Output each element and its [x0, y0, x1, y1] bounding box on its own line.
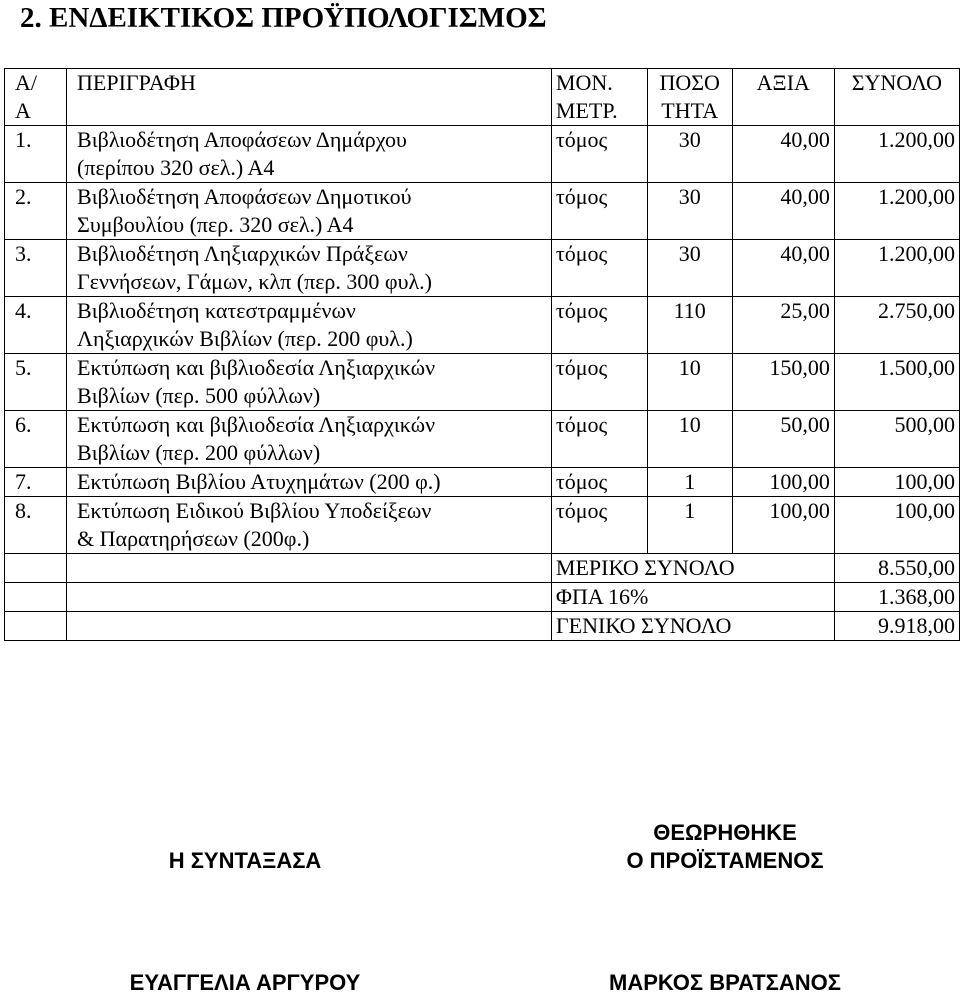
header-quantity-line2: ΤΗΤΑ [661, 98, 719, 123]
row-description [67, 240, 552, 297]
row-description-line: Εκτύπωση Βιβλίου Ατυχημάτων (200 φ.) [77, 469, 441, 494]
row-quantity: 10 [647, 411, 732, 468]
row-description-line: Βιβλίων (περ. 500 φύλλων) [77, 383, 321, 408]
row-value: 100,00 [732, 468, 834, 497]
header-unit [551, 69, 647, 126]
author-role: Η ΣΥΝΤΑΞΑΣΑ [168, 848, 322, 873]
row-description-line: Βιβλίων (περ. 200 φύλλων) [77, 440, 321, 465]
row-description [67, 497, 552, 554]
row-unit: τόμος [551, 497, 647, 554]
header-total: ΣΥΝΟΛΟ [834, 69, 959, 126]
row-description [67, 297, 552, 354]
row-description-line: Συμβουλίου (περ. 320 σελ.) Α4 [77, 212, 354, 237]
summary-label: ΦΠΑ 16% [551, 583, 834, 612]
row-description-line: Βιβλιοδέτηση Αποφάσεων Δημοτικού [77, 184, 412, 209]
summary-value: 8.550,00 [834, 554, 959, 583]
table-row [5, 354, 960, 411]
summary-value: 9.918,00 [834, 612, 959, 641]
summary-empty-cell [67, 612, 552, 641]
summary-row [5, 612, 960, 641]
row-description-line: Βιβλιοδέτηση Αποφάσεων Δημάρχου [77, 127, 407, 152]
row-description-line: Γεννήσεων, Γάμων, κλπ (περ. 300 φυλ.) [77, 269, 432, 294]
row-unit: τόμος [551, 126, 647, 183]
budget-table [4, 68, 960, 641]
row-quantity: 1 [647, 497, 732, 554]
row-value: 150,00 [732, 354, 834, 411]
row-quantity: 1 [647, 468, 732, 497]
summary-empty-cell [5, 554, 67, 583]
row-description-line: Ληξιαρχικών Βιβλίων (περ. 200 φυλ.) [77, 326, 413, 351]
supervisor-name: ΜΑΡΚΟΣ ΒΡΑΤΣΑΝΟΣ [609, 970, 841, 995]
row-number: 2. [5, 183, 67, 240]
row-quantity: 30 [647, 183, 732, 240]
header-description: ΠΕΡΙΓΡΑΦΗ [67, 69, 552, 126]
header-quantity-line1: ΠΟΣΟ [659, 70, 720, 95]
row-quantity: 10 [647, 354, 732, 411]
summary-empty-cell [5, 612, 67, 641]
author-name: ΕΥΑΓΓΕΛΙΑ ΑΡΓΥΡΟΥ [129, 970, 361, 995]
row-total: 100,00 [834, 468, 959, 497]
row-value: 25,00 [732, 297, 834, 354]
row-number: 5. [5, 354, 67, 411]
row-number: 6. [5, 411, 67, 468]
header-no [5, 69, 67, 126]
row-description-line: (περίπου 320 σελ.) Α4 [77, 155, 275, 180]
row-value: 40,00 [732, 183, 834, 240]
table-row [5, 297, 960, 354]
table-row [5, 468, 960, 497]
row-description [67, 183, 552, 240]
row-quantity: 30 [647, 126, 732, 183]
row-quantity: 30 [647, 240, 732, 297]
summary-empty-cell [67, 583, 552, 612]
row-total: 500,00 [834, 411, 959, 468]
summary-empty-cell [5, 583, 67, 612]
summary-label: ΓΕΝΙΚΟ ΣΥΝΟΛΟ [551, 612, 834, 641]
row-total: 1.200,00 [834, 240, 959, 297]
row-description-line: Βιβλιοδέτηση κατεστραμμένων [77, 298, 356, 323]
approval-note: ΘΕΩΡΗΘΗΚΕ [653, 820, 797, 845]
row-description [67, 126, 552, 183]
header-unit-line1: ΜΟΝ. [555, 70, 613, 95]
row-value: 40,00 [732, 126, 834, 183]
row-value: 40,00 [732, 240, 834, 297]
row-number: 1. [5, 126, 67, 183]
row-quantity: 110 [647, 297, 732, 354]
summary-label: ΜΕΡΙΚΟ ΣΥΝΟΛΟ [551, 554, 834, 583]
row-total: 1.500,00 [834, 354, 959, 411]
row-description-line: Βιβλιοδέτηση Ληξιαρχικών Πράξεων [77, 241, 408, 266]
row-description-line: Εκτύπωση και βιβλιοδεσία Ληξιαρχικών [77, 412, 436, 437]
table-row [5, 497, 960, 554]
supervisor-role: Ο ΠΡΟΪΣΤΑΜΕΝΟΣ [626, 848, 824, 873]
table-header-row [5, 69, 960, 126]
header-value: ΑΞΙΑ [732, 69, 834, 126]
header-no-line1: Α/ [15, 70, 37, 95]
summary-row [5, 583, 960, 612]
row-description-line: & Παρατηρήσεων (200φ.) [77, 526, 310, 551]
row-total: 1.200,00 [834, 126, 959, 183]
budget-table-body [5, 69, 960, 641]
row-unit: τόμος [551, 183, 647, 240]
table-row [5, 126, 960, 183]
row-number: 7. [5, 468, 67, 497]
row-number: 8. [5, 497, 67, 554]
row-description-line: Εκτύπωση και βιβλιοδεσία Ληξιαρχικών [77, 355, 436, 380]
summary-value: 1.368,00 [834, 583, 959, 612]
row-total: 2.750,00 [834, 297, 959, 354]
page-title: 2. ΕΝΔΕΙΚΤΙΚΟΣ ΠΡΟΫΠΟΛΟΓΙΣΜΟΣ [20, 2, 547, 34]
row-unit: τόμος [551, 468, 647, 497]
row-value: 100,00 [732, 497, 834, 554]
row-unit: τόμος [551, 354, 647, 411]
summary-row [5, 554, 960, 583]
summary-empty-cell [67, 554, 552, 583]
row-description [67, 468, 552, 497]
table-row [5, 411, 960, 468]
header-no-line2: Α [15, 98, 31, 123]
header-quantity [647, 69, 732, 126]
row-number: 3. [5, 240, 67, 297]
row-unit: τόμος [551, 240, 647, 297]
row-total: 100,00 [834, 497, 959, 554]
header-unit-line2: ΜΕΤΡ. [555, 98, 618, 123]
row-unit: τόμος [551, 297, 647, 354]
row-description-line: Εκτύπωση Ειδικού Βιβλίου Υποδείξεων [77, 498, 432, 523]
row-value: 50,00 [732, 411, 834, 468]
row-description [67, 354, 552, 411]
row-number: 4. [5, 297, 67, 354]
row-description [67, 411, 552, 468]
row-unit: τόμος [551, 411, 647, 468]
table-row [5, 240, 960, 297]
table-row [5, 183, 960, 240]
row-total: 1.200,00 [834, 183, 959, 240]
